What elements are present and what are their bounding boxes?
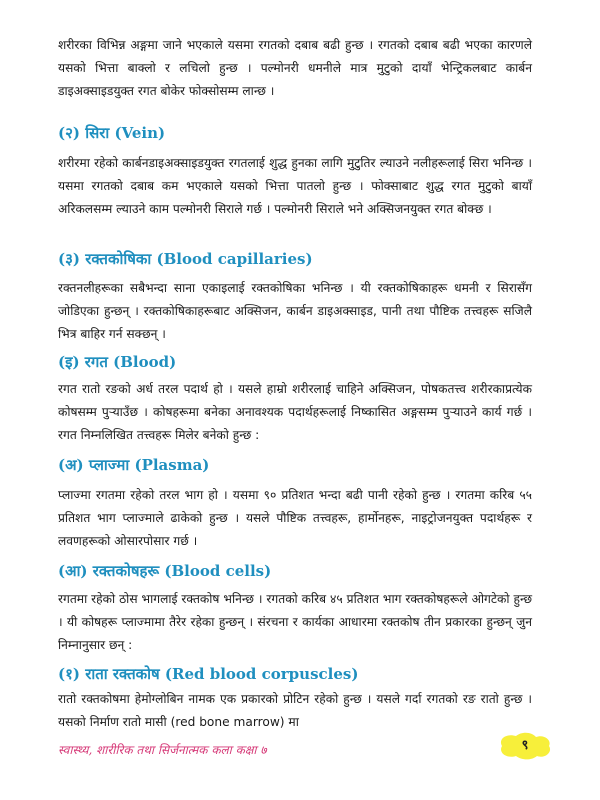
page-number-badge (496, 731, 554, 761)
heading-blood: (इ) रगत (Blood) (58, 353, 177, 371)
paragraph-artery-end: शरीरका विभिन्न अङ्गमा जाने भएकाले यसमा रगतको दबाब बढी हुन्छ । रगतको दबाब बढी भएका कारणले यसको भित्ता बाक्लो र लचिलो हुन्छ । पल्मोनरी धमनीले मात्र मुटुको दायाँ भेन्ट्रिकलबाट कार्बन डाइअक्साइडयुक्त रगत बोकेर फोक्सोसम्म लान्छ । (58, 38, 532, 98)
paragraph-plasma: प्लाज्मा रगतमा रहेको तरल भाग हो । यसमा ९० प्रतिशत भन्दा बढी पानी रहेको हुन्छ । रगतमा करिब ५५ प्रतिशत भाग प्लाज्माले ढाकेको हुन्छ । यसले पौष्टिक तत्त्वहरू, हार्मोनहरू, नाइट्रोजनयुक्त पदार्थहरू र लवणहरूको ओसारपोसार गर्छ । (58, 488, 532, 548)
footer-book-title: स्वास्थ्य, शारीरिक तथा सिर्जनात्मक कला कक्षा ७ (58, 743, 267, 757)
paragraph-blood-capillaries: रक्तनलीहरूका सबैभन्दा साना एकाइलाई रक्तकोषिका भनिन्छ । यी रक्तकोषिकाहरू धमनी र सिरासँग जोडिएका हुन्छन् । रक्तकोषिकाहरूबाट अक्सिजन, कार्बन डाइअक्साइड, पानी तथा पौष्टिक तत्त्वहरू सजिलै भित्र बाहिर गर्न सक्छन् । (58, 281, 532, 341)
paragraph-vein: शरीरमा रहेको कार्बनडाइअक्साइडयुक्त रगतलाई शुद्ध हुनका लागि मुटुतिर ल्याउने नलीहरूलाई सिरा भनिन्छ । यसमा रगतको दबाब कम भएकाले यसको भित्ता पातलो हुन्छ । फोक्साबाट शुद्ध रगत मुटुको बायाँ अरिकलसम्म ल्याउने काम पल्मोनरी सिराले गर्छ । पल्मोनरी सिराले भने अक्सिजनयुक्त रगत बोक्छ । (58, 156, 532, 216)
heading-blood-capillaries: (३) रक्तकोषिका (Blood capillaries) (58, 250, 313, 268)
paragraph-red-blood-corpuscles: रातो रक्तकोषमा हेमोग्लोबिन नामक एक प्रकारको प्रोटिन रहेको हुन्छ । यसले गर्दा रगतको रङ रातो हुन्छ । यसको निर्माण रातो मासी (red bone marrow) मा (58, 692, 532, 729)
heading-blood-cells: (आ) रक्तकोषहरू (Blood cells) (58, 562, 272, 580)
heading-vein: (२) सिरा (Vein) (58, 124, 166, 142)
paragraph-blood: रगत रातो रङको अर्ध तरल पदार्थ हो । यसले हाम्रो शरीरलाई चाहिने अक्सिजन, पोषकतत्त्व शरीरकाप्रत्येक कोषसम्म पुऱ्याउँछ । कोषहरूमा बनेका अनावश्यक पदार्थहरूलाई निष्कासित अङ्गसम्म पुऱ्याउने कार्य गर्छ । रगत निम्नलिखित तत्त्वहरू मिलेर बनेको हुन्छ : (58, 382, 532, 442)
heading-red-blood-corpuscles: (१) राता रक्तकोष (Red blood corpuscles) (58, 665, 359, 683)
heading-plasma: (अ) प्लाज्मा (Plasma) (58, 456, 210, 474)
paragraph-blood-cells: रगतमा रहेको ठोस भागलाई रक्तकोष भनिन्छ । रगतको करिब ४५ प्रतिशत भाग रक्तकोषहरूले ओगटेको हुन्छ । यी कोषहरू प्लाज्मामा तैरेर रहेका हुन्छन् । संरचना र कार्यका आधारमा रक्तकोष तीन प्रकारका हुन्छन् जुन निम्नानुसार छन् : (58, 592, 532, 652)
page-number: ९ (521, 738, 529, 753)
